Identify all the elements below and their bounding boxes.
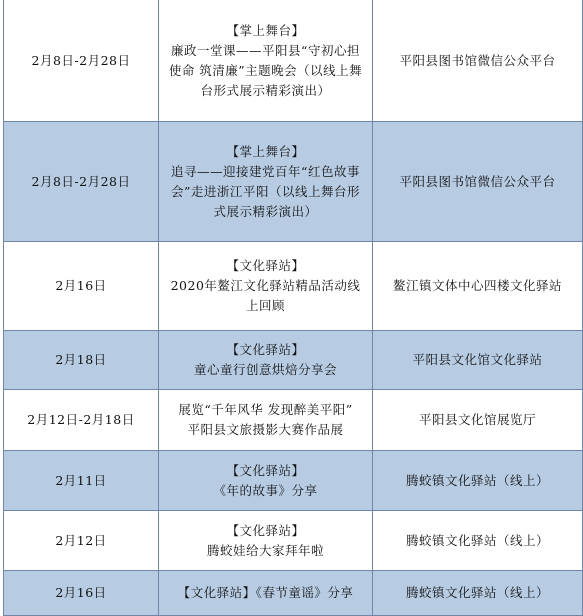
event-content — [207, 521, 324, 561]
event-content — [165, 21, 366, 101]
table-row — [4, 242, 583, 331]
event-title: 【文化驿站】 — [226, 462, 305, 478]
event-description: 童心童行创意烘焙分享会 — [193, 362, 337, 377]
event-content — [194, 340, 337, 380]
table-row — [4, 331, 583, 390]
date-cell: 2月16日 — [4, 571, 159, 616]
venue-cell: 平阳县图书馆微信公众平台 — [373, 122, 583, 242]
date-cell: 2月11日 — [4, 451, 159, 511]
venue-cell: 腾蛟镇文化驿站（线上） — [373, 511, 583, 571]
venue-cell: 平阳县图书馆微信公众平台 — [373, 0, 583, 122]
table-row — [4, 0, 583, 122]
date-cell: 2月12日 — [4, 511, 159, 571]
event-content — [178, 400, 352, 440]
event-content — [165, 142, 366, 222]
venue-cell: 鳌江镇文体中心四楼文化驿站 — [373, 242, 583, 331]
venue-cell: 腾蛟镇文化驿站（线上） — [373, 571, 583, 616]
event-content — [178, 583, 354, 603]
table-row — [4, 511, 583, 571]
date-cell: 2月8日-2月28日 — [4, 0, 159, 122]
venue-cell: 平阳县文化馆展览厅 — [373, 390, 583, 451]
event-description: 平阳县文旅摄影大赛作品展 — [187, 422, 344, 437]
event-description: 腾蛟娃给大家拜年啦 — [206, 542, 324, 558]
venue-cell: 腾蛟镇文化驿站（线上） — [373, 451, 583, 511]
event-cell — [159, 331, 373, 390]
venue-cell: 平阳县文化馆文化驿站 — [373, 331, 583, 390]
table-row — [4, 451, 583, 511]
event-description: 2020年鳌江文化驿站精品活动线上回顾 — [170, 278, 361, 313]
date-cell: 2月18日 — [4, 331, 159, 390]
event-content — [165, 256, 366, 316]
event-cell — [159, 390, 373, 451]
table-row — [4, 571, 583, 616]
event-cell — [159, 242, 373, 331]
event-cell — [159, 122, 373, 242]
table-row — [4, 122, 583, 242]
event-cell — [159, 0, 373, 122]
event-content — [213, 461, 317, 501]
date-cell: 2月16日 — [4, 242, 159, 331]
event-cell — [159, 451, 373, 511]
event-title: 【文化驿站】 — [226, 342, 305, 357]
date-cell: 2月8日-2月28日 — [4, 122, 159, 242]
event-schedule-table — [3, 0, 583, 616]
date-cell: 2月12日-2月18日 — [4, 390, 159, 451]
event-description: 《年的故事》分享 — [213, 482, 318, 498]
event-title: 【文化驿站】 — [226, 522, 305, 538]
table-row — [4, 390, 583, 451]
event-description: 廉政一堂课——平阳县“守初心担使命 筑清廉”主题晚会（以线上舞台形式展示精彩演出） — [168, 42, 363, 98]
event-title: 【文化驿站】 — [226, 258, 305, 273]
event-description: 追寻——迎接建党百年“红色故事会”走进浙江平阳（以线上舞台形式展示精彩演出） — [171, 163, 360, 219]
event-cell — [159, 571, 373, 616]
event-title: 【文化驿站】《春节童谣》分享 — [177, 585, 354, 600]
event-title: 【掌上舞台】 — [226, 143, 305, 159]
event-title: 【掌上舞台】 — [226, 22, 305, 38]
event-cell — [159, 511, 373, 571]
event-title: 展览“千年风华 发现醉美平阳” — [178, 402, 353, 417]
